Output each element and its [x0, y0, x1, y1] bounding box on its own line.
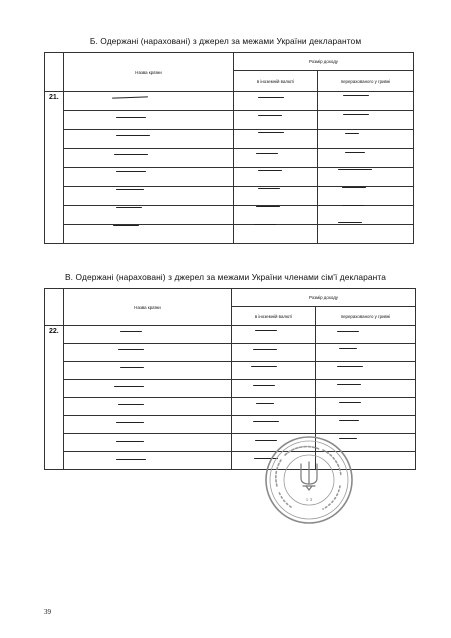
handwritten-dash — [258, 115, 282, 116]
handwritten-dash — [339, 420, 359, 421]
handwritten-dash — [343, 114, 369, 115]
foreign-currency-header: в іноземній валюті — [234, 71, 318, 92]
section-v-table — [44, 288, 416, 470]
table-cell — [64, 398, 232, 416]
handwritten-dash — [258, 132, 284, 133]
handwritten-dash — [118, 404, 144, 405]
handwritten-dash — [120, 331, 142, 332]
page-number: 39 — [44, 608, 51, 616]
handwritten-dash — [343, 95, 369, 96]
section-b-title: Б. Одержані (нараховані) з джерел за межами України декларантом — [89, 36, 362, 46]
handwritten-dash — [254, 224, 276, 225]
table-cell — [318, 225, 414, 244]
table-cell — [64, 206, 234, 225]
uah-header: перерахованого у гривні — [316, 307, 416, 326]
table-cell — [234, 206, 318, 225]
handwritten-dash — [339, 402, 361, 403]
handwritten-dash — [114, 386, 144, 387]
table-cell — [316, 398, 416, 416]
table-cell — [316, 380, 416, 398]
section-v-title: В. Одержані (нараховані) з джерел за межами України членами сім'ї декларанта — [64, 272, 386, 282]
official-stamp — [263, 434, 355, 526]
table-cell — [234, 187, 318, 206]
handwritten-dash — [345, 152, 365, 153]
table-cell — [64, 111, 234, 130]
handwritten-dash — [116, 135, 150, 136]
handwritten-dash — [342, 205, 364, 206]
stamp-code: 1·3 — [305, 497, 313, 502]
handwritten-dash — [113, 225, 139, 226]
handwritten-dash — [116, 189, 144, 190]
handwritten-dash — [118, 349, 144, 350]
handwritten-dash — [339, 348, 357, 349]
handwritten-dash — [116, 171, 146, 172]
table-cell — [64, 225, 234, 244]
table-cell — [64, 130, 234, 149]
trident-emblem-icon — [301, 462, 317, 490]
country-header: Назва країни — [64, 289, 232, 326]
handwritten-dash — [251, 366, 277, 367]
handwritten-dash — [116, 117, 146, 118]
table-cell — [234, 111, 318, 130]
table-cell — [234, 149, 318, 168]
table-cell — [64, 326, 232, 344]
table-cell — [64, 149, 234, 168]
table-cell — [234, 92, 318, 111]
handwritten-dash — [116, 422, 144, 423]
handwritten-dash — [258, 170, 282, 171]
handwritten-dash — [337, 384, 361, 385]
handwritten-dash — [345, 133, 359, 134]
handwritten-dash — [342, 187, 366, 188]
table-cell — [64, 344, 232, 362]
table-cell — [64, 168, 234, 187]
handwritten-dash — [116, 441, 144, 442]
handwritten-dash — [338, 222, 362, 223]
table-cell — [232, 416, 316, 434]
row-number: 21. — [45, 92, 64, 244]
handwritten-dash — [256, 403, 274, 404]
table-cell — [64, 416, 232, 434]
handwritten-dash — [337, 366, 363, 367]
table-cell — [232, 398, 316, 416]
table-cell — [318, 149, 414, 168]
table-cell — [64, 452, 232, 470]
table-cell — [64, 380, 232, 398]
table-cell — [318, 187, 414, 206]
foreign-currency-header: в іноземній валюті — [232, 307, 316, 326]
handwritten-dash — [116, 459, 146, 460]
handwritten-dash — [337, 331, 359, 332]
table-cell — [232, 344, 316, 362]
table-cell — [64, 92, 234, 111]
income-size-header: Розмір доходу — [234, 53, 414, 71]
handwritten-dash — [256, 206, 280, 207]
handwritten-dash — [258, 97, 284, 98]
table-cell — [64, 362, 232, 380]
handwritten-dash — [338, 169, 372, 170]
section-b-table — [44, 52, 414, 244]
country-header: Назва країни — [64, 53, 234, 92]
handwritten-dash — [120, 367, 144, 368]
handwritten-dash — [114, 154, 148, 155]
table-cell — [232, 326, 316, 344]
table-cell — [232, 362, 316, 380]
handwritten-dash — [253, 385, 275, 386]
uah-header: перерахованого у гривні — [318, 71, 414, 92]
handwritten-dash — [253, 421, 279, 422]
table-cell — [318, 206, 414, 225]
handwritten-dash — [255, 330, 277, 331]
table-cell — [316, 362, 416, 380]
handwritten-dash — [258, 188, 280, 189]
income-size-header: Розмір доходу — [232, 289, 416, 307]
table-cell — [234, 225, 318, 244]
table-cell — [318, 130, 414, 149]
table-cell — [316, 344, 416, 362]
row-number: 22. — [45, 326, 64, 470]
table-cell — [64, 434, 232, 452]
table-cell — [64, 187, 234, 206]
handwritten-dash — [253, 349, 277, 350]
table-cell — [232, 380, 316, 398]
table-cell — [316, 416, 416, 434]
handwritten-dash — [116, 207, 142, 208]
handwritten-dash — [256, 153, 278, 154]
table-cell — [316, 326, 416, 344]
table-cell — [318, 168, 414, 187]
